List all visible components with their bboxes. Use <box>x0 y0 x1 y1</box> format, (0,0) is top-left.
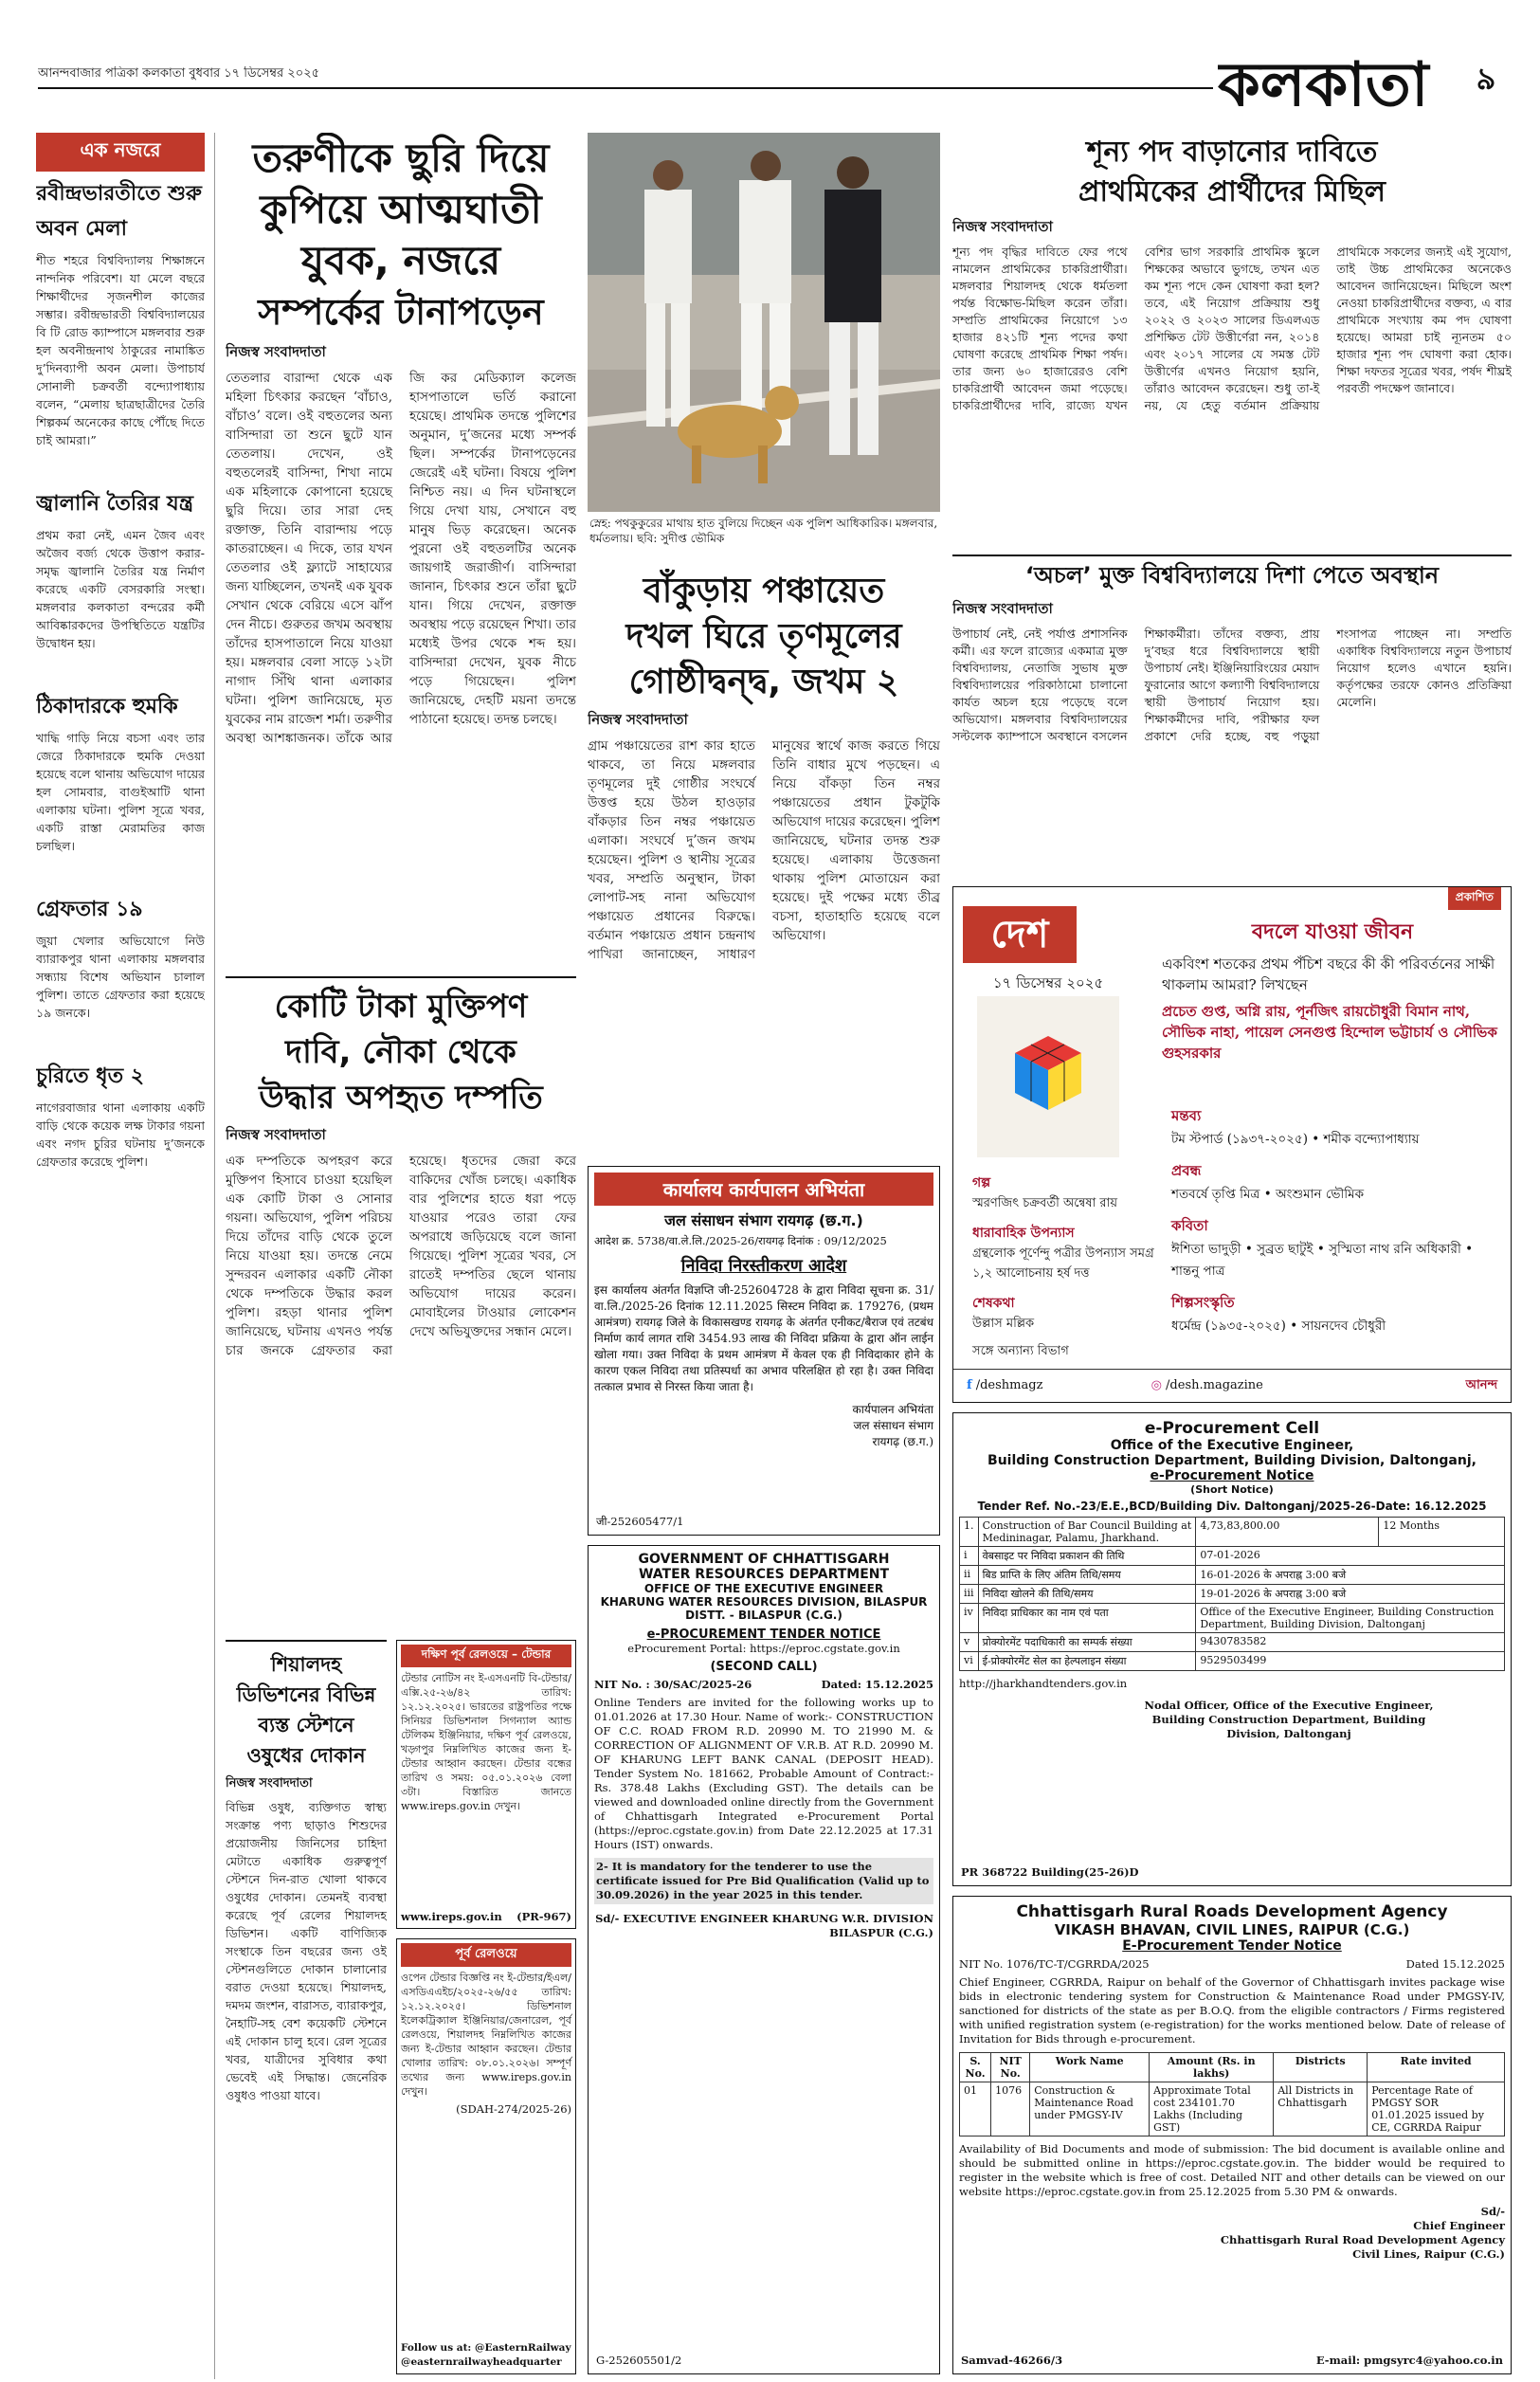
ad-call: (SECOND CALL) <box>710 1660 818 1674</box>
column-rule <box>214 133 215 2379</box>
tender-table <box>959 2052 1505 2137</box>
headline-line: সম্পর্কের টানাপড়েন <box>258 291 544 333</box>
story-body: এক দম্পতিকে অপহরণ করে মুক্তিপণ হিসাবে চাওয়া হয়েছিল এক কোটি টাকা ও সোনার গয়না। অভিযোগ, পুলিশ পরিচয় দিয়ে তাঁদের বাড়ি থেকে তুলে নিয়ে যাওয়া হয়। তদন্তে নেমে সুন্দরবন এলাকার একটি নৌকা থেকে দম্পতিকে উদ্ধার করল পুলিশ। রহড়া থানার পুলিশ জানিয়েছে, ঘটনায় এখনও পর্যন্ত চার জনকে গ্রেফতার করা হয়েছে। ধৃতদের জেরা করে বাকিদের খোঁজ চলছে। একাধিক বার পুলিশের হাতে ধরা পড়ে যাওয়ার পরেও তারা ফের অপরাধে জড়িয়েছে বলে জানা গিয়েছে। পুলিশ সূত্রের খবর, সে রাতেই দম্পতির ছেলে থানায় অভিযোগ দায়ের করেন। মোবাইলের টাওয়ার লোকেশন দেখে অভিযুক্তদের সন্ধান মেলে। <box>226 1154 576 1358</box>
sidebar-item-title: রবীন্দ্রভারতীতে শুরু অবন মেলা <box>36 182 202 241</box>
table-cell: v <box>960 1633 979 1652</box>
sidebar-item <box>36 690 205 855</box>
ad-nit-date: Dated 15.12.2025 <box>1405 1957 1505 1971</box>
sidebar-item-title: ঠিকাদারকে হুমকি <box>36 695 178 718</box>
story-body: শূন্য পদ বৃদ্ধির দাবিতে ফের পথে নামলেন প্রাথমিকের চাকরিপ্রার্থীরা। মঙ্গলবার শিয়ালদহ থেকে ধর্মতলা পর্যন্ত বিক্ষোভ-মিছিল করেন তাঁরা। সম্প্রতি প্রাথমিকের নিয়োগে ১৩ হাজার ৪২১টি শূন্য পদের কথা ঘোষণা করেছে প্রাথমিক শিক্ষা পর্ষদ। তার জন্য ৬০ হাজারেরও বেশি চাকরিপ্রার্থী আবেদন জমা পড়েছে। চাকরিপ্রার্থীদের দাবি, রাজ্যে যখন বেশির ভাগ সরকারি প্রাথমিক স্কুলে শিক্ষকের অভাবে ভুগছে, তখন এত কম শূন্য পদে কেন ঘোষণা করা হল? তবে, এই নিয়োগ প্রক্রিয়ায় শুধু ২০২২ ও ২০২৩ সালের ডিএলএড প্রশিক্ষিত টেট উত্তীর্ণেরা নন, ২০১৪ এবং ২০১৭ সালের যে সমস্ত টেট উত্তীর্ণের এখনও নিয়োগ হয়নি, তাঁরাও আবেদন করেছেন। শুধু তা-ই নয়, যে হেতু বর্তমান প্রক্রিয়ায় প্রাথমিকে সকলের জন্যই এই সুযোগ, তাই উচ্চ প্রাথমিকের অনেকেও আবেদন জানিয়েছেন। মিছিলে অংশ নেওয়া চাকরিপ্রার্থীদের বক্তব্য, এ বার প্রাথমিকে সংখ্যায় কম পদ ঘোষণা হয়েছে। আমরা চাই ন্যূনতম ৫০ হাজার শূন্য পদ ঘোষণা করা হোক। শিক্ষা দফতর সূত্রের খবর, পর্ষদ শীঘ্রই পরবর্তী পদক্ষেপ জানাবে। <box>952 245 1512 412</box>
ad-title: VIKASH BHAVAN, CIVIL LINES, RAIPUR (C.G.) <box>1054 1921 1410 1938</box>
sidebar-item-body: নাগেরবাজার থানা এলাকায় একটি বাড়ি থেকে কয়েক লক্ষ টাকার গয়না এবং নগদ চুরির ঘটনায় দু’জনকে গ্রেফতার করেছে পুলিশ। <box>36 1100 205 1169</box>
page-number: ৯ <box>1476 61 1496 93</box>
ad-section <box>972 1342 1162 1362</box>
table-cell: iv <box>960 1604 979 1633</box>
headline-line: প্রাথমিকের প্রার্থীদের মিছিল <box>1078 175 1386 209</box>
brand-logo: আনন্দ <box>1465 1378 1497 1392</box>
ad-code: Samvad-46266/3 <box>961 2354 1063 2367</box>
facebook-handle: /deshmagz <box>975 1378 1043 1392</box>
tender-table <box>959 1517 1505 1671</box>
desh-logo: দেশ <box>963 906 1077 963</box>
sidebar-item <box>36 487 205 652</box>
instagram-handle: /desh.magazine <box>1166 1378 1263 1392</box>
rubik-cube-cover <box>977 996 1119 1157</box>
eastern-railway-ad <box>396 1938 576 2374</box>
table-cell: बिड प्राप्ति के लिए अंतिम तिथि/समय <box>978 1566 1196 1585</box>
sidebar-item-title: চুরিতে ধৃত ২ <box>36 1064 145 1088</box>
sidebar-item-title: জ্বালানি তৈরির যন্ত্র <box>36 492 193 516</box>
ad-nit-no: NIT No. 1076/TC-T/CGRRDA/2025 <box>959 1957 1150 1971</box>
table-cell: निविदा प्राधिकार का नाम एवं पता <box>978 1604 1196 1633</box>
masthead <box>0 0 1540 133</box>
ad-section-key: ধারাবাহিক উপন্যাস <box>972 1226 1075 1241</box>
headline <box>226 984 576 1120</box>
ad-title: Building Construction Department, Building Division, Daltonganj, <box>987 1453 1477 1468</box>
headline-line: ব্যস্ত স্টেশনে <box>258 1714 354 1736</box>
headline-line: দাবি, নৌকা থেকে <box>285 1033 516 1071</box>
ad-footer <box>401 1910 571 1924</box>
ad-sign-line: रायगढ़ (छ.ग.) <box>872 1435 933 1448</box>
cgrrda-tender-ad <box>952 1896 1512 2374</box>
sidebar-item <box>36 893 205 1022</box>
ad-title: कार्यालय कार्यपालन अभियंता <box>594 1173 933 1206</box>
ad-email: E-mail: pmgsyrc4@yahoo.co.in <box>1315 2354 1503 2367</box>
instagram-icon: ◎ <box>1150 1378 1162 1392</box>
ad-section-value: উল্লাস মল্লিক <box>972 1317 1035 1331</box>
table-cell: vi <box>960 1652 979 1671</box>
raigarh-tender-ad <box>588 1166 940 1536</box>
headline-line: তরুণীকে ছুরি দিয়ে <box>252 135 550 181</box>
table-cell: 1. <box>960 1518 979 1547</box>
ad-code: PR 368722 Building(25-26)D <box>961 1865 1139 1879</box>
table-cell: Approximate Total cost 234101.70 Lakhs (Including GST) <box>1150 2082 1274 2137</box>
story-sealdah <box>226 1640 387 2379</box>
ad-sign-line: जल संसाधन संभाग <box>853 1419 933 1432</box>
ad-section-key: শেষকথা <box>972 1296 1015 1311</box>
ad-sign-line: Civil Lines, Raipur (C.G.) <box>1352 2247 1505 2261</box>
ad-ref: Tender Ref. No.-23/E.E.,BCD/Building Div. Daltonganj/2025-26-Date: 16.12.2025 <box>977 1500 1487 1513</box>
headline-line: ডিভিশনের বিভিন্ন <box>236 1683 376 1706</box>
ad-code: (SDAH-274/2025-26) <box>456 2102 571 2116</box>
cover-title: বদলে যাওয়া জীবন <box>1251 920 1414 944</box>
ad-title: পূর্ব রেলওয়ে <box>401 1943 571 1967</box>
photo-caption: স্নেহ: পথকুকুরের মাথায় হাত বুলিয়ে দিচ্ছেন এক পুলিশ আধিকারিক। মঙ্গলবার, ধর্মতলায়। ছবি: সুদীপ্ত ভৌমিক <box>589 517 938 545</box>
desh-date: ১৭ ডিসেম্বর ২০২৫ <box>992 974 1104 991</box>
cover-blurb: একবিংশ শতকের প্রথম পঁচিশ বছরে কী কী পরিবর্তনের সাক্ষী থাকলাম আমরা? লিখছেন <box>1162 955 1495 993</box>
ad-section-key: শিল্পসংস্কৃতি <box>1171 1294 1235 1311</box>
ad-sign <box>959 2205 1505 2262</box>
ad-portal: eProcurement Portal: https://eproc.cgstate.gov.in <box>627 1642 900 1655</box>
table-cell: i <box>960 1547 979 1566</box>
ad-footer: Follow us at: @EasternRailway @easternrailwayheadquarter <box>401 2342 571 2368</box>
section-title: কলকাতা <box>1218 50 1429 120</box>
ad-section <box>972 1292 1162 1335</box>
table-row <box>960 1585 1505 1604</box>
sidebar <box>36 133 205 2379</box>
desh-ad <box>952 886 1512 1403</box>
ad-section-value: ঈশিতা ভাদুড়ী • সুব্রত ছাটুই • সুস্মিতা নাথ রনি অধিকারী • শান্তনু পাত্র <box>1171 1242 1474 1279</box>
byline: নিজস্ব সংবাদদাতা <box>226 1776 313 1791</box>
ad-body: Online Tenders are invited for the following works up to 01.01.2026 at 17.30 Hour. Name of work:- CONSTRUCTION OF C.C. ROAD FROM R.D. 20990 M. TO 21990 M. & CORRECTION OF ALIGNMENT OF V.R.B. AT R.D. 20990 M. OF KHARUNG LEFT BANK CANAL (DEPOSIT HEAD). Tender System No. 181662, Probable Amount of Contract:- Rs. 378.48 Lakhs (Excluding GST). The details can be viewed and downloaded online directly from the Government of Chhattisgarh Integrated e-Procurement Portal (https://eproc.cgstate.gov.in) from Date 22.12.2025 at 17.31 Hours (IST) onwards. <box>594 1696 933 1851</box>
headline-line: কোটি টাকা মুক্তিপণ <box>274 988 528 1026</box>
story-stabbing <box>226 133 576 967</box>
ad-body: Chief Engineer, CGRRDA, Raipur on behalf of the Governor of Chhattisgarh invites package wise bids in electronic tendering system for Construction & Maintenance Road under PMGSY-IV, sanctioned for districts of the state as per B.O.Q. from the eligible contractors / Firms registered with unified registration system (e-registration) for the works mentioned below. Date of release of Invitation for Bids through e-procurement. <box>959 1975 1505 2046</box>
byline: নিজস্ব সংবাদদাতা <box>952 218 1053 235</box>
table-cell: Construction & Maintenance Road under PMGSY-IV <box>1030 2082 1150 2137</box>
ad-website: www.ireps.gov.in <box>401 1910 502 1923</box>
ad-title: e-Procurement Cell <box>1144 1419 1320 1438</box>
ad-section <box>972 1172 1162 1214</box>
ad-website: http://jharkhandtenders.gov.in <box>959 1677 1128 1690</box>
ad-left-list <box>972 1172 1162 1362</box>
story-primary-teachers <box>952 133 1512 540</box>
table-row <box>960 1652 1505 1671</box>
sidebar-item <box>36 177 205 449</box>
facebook-icon: f <box>967 1378 972 1392</box>
table-cell: Percentage Rate of PMGSY SOR 01.01.2025 issued by CE, CGRRDA Raipur <box>1368 2082 1505 2137</box>
table-cell: 9430783582 <box>1196 1633 1505 1652</box>
ad-section <box>1171 1160 1503 1206</box>
ad-bottom <box>961 2354 1503 2368</box>
ad-sign-line: कार्यपालन अभियंता <box>852 1403 933 1416</box>
ad-section <box>1171 1105 1503 1151</box>
sidebar-item-body: জুয়া খেলার অভিযোগে নিউ ব্যারাকপুর থানা এলাকায় মঙ্গলবার সন্ধ্যায় বিশেষ অভিযান চালাল পুলিশ। তাতে গ্রেফতার করা হয়েছে ১৯ জনকে। <box>36 934 205 1020</box>
ad-body: इस कार्यालय अंतर्गत विज्ञप्ति जी-252604728 के द्वारा निविदा सूचना क्र. 31/वा.लि./2025-26 दिनांक 12.11.2025 सिस्टम निविदा क्र. 179276, (प्रथम आमंत्रण) रायगढ़ जिले के विकासखण्ड रायगढ़ के अंतर्गत एनीकट/बैराज एवं तटबंध निर्माण कार्य लागत राशि 3454.93 लाख की निविदा प्रक्रिया के द्वारा ऑन लाईन खोला गया। उक्त निविदा के प्रथम आमंत्रण में केवल एक ही निविदाकार होने के कारण एकल निविदा तथा प्रतिस्पर्धा का अभाव परिलक्षित हो रहा है। उक्त निविदा तत्काल प्रभाव से निरस्त किया जाता है। <box>594 1283 933 1393</box>
byline: নিজস্ব সংবাদদাতা <box>588 711 688 728</box>
ad-title: Chhattisgarh Rural Roads Development Agency <box>1016 1902 1448 1921</box>
story-body: গ্রাম পঞ্চায়েতের রাশ কার হাতে থাকবে, তা নিয়ে মঙ্গলবার তৃণমূলের দুই গোষ্ঠীর সংঘর্ষে উত্তপ্ত হয়ে উঠল হাওড়ার বাঁকড়ার তিন নম্বর পঞ্চায়েত এলাকা। সংঘর্ষে দু’জন জখম হয়েছেন। পুলিশ ও স্থানীয় সূত্রের খবর, সম্প্রতি অনুস্থান, টাকা লোপাট-সহ নানা অভিযোগ পঞ্চায়েত প্রধানের বিরুদ্ধে। বর্তমান পঞ্চায়েত প্রধান চন্দ্রনাথ পাখিরা জানাচ্ছেন, সাধারণ মানুষের স্বার্থে কাজ করতে গিয়ে তিনি বাধার মুখে পড়ছেন। এ নিয়ে বাঁকড়া তিন নম্বর পঞ্চায়েতের প্রধান টুকটুকি অভিযোগ দায়ের করেছেন। পুলিশ জানিয়েছে, ঘটনার তদন্ত শুরু হয়েছে। এলাকায় উত্তেজনা থাকায় পুলিশ মোতায়েন করা হয়েছে। দুই পক্ষের মধ্যে তীব্র বচসা, হাতাহাতি হয়েছে বলে অভিযোগ। <box>588 738 940 962</box>
table-header: Districts <box>1274 2053 1368 2082</box>
ad-title: (Short Notice) <box>1190 1483 1274 1496</box>
headline-line: গোষ্ঠীদ্বন্দ্ব, জখম ২ <box>628 663 899 701</box>
table-cell: निविदा खोलने की तिथि/समय <box>978 1585 1196 1604</box>
sidebar-header: এক নজরে <box>36 133 205 172</box>
table-row <box>960 1518 1505 1547</box>
sidebar-item-title: গ্রেফতার ১৯ <box>36 898 143 921</box>
ad-section-value: স্মরণজিৎ চক্রবর্তী অন্বেষা রায় <box>972 1196 1117 1210</box>
headline <box>226 133 576 337</box>
ad-section-key: গল্প <box>972 1175 991 1191</box>
table-cell: ई-प्रोक्योरमेंट सेल का हेल्पलाइन संख्या <box>978 1652 1196 1671</box>
headline-line: কুপিয়ে আত্মঘাতী <box>260 186 542 232</box>
ad-note: 2- It is mandatory for the tenderer to use the certificate issued for Pre Bid Qualification (Valid up to 30.09.2026) in the year 2025 in this tender. <box>594 1858 933 1904</box>
police-dog-photo <box>588 133 940 512</box>
story-kidnap <box>226 976 576 1630</box>
ad-title: দক্ষিণ পূর্ব রেলওয়ে – টেন্ডার <box>401 1645 571 1667</box>
ad-title: OFFICE OF THE EXECUTIVE ENGINEER <box>643 1582 884 1595</box>
headline-line: শূন্য পদ বাড়ানোর দাবিতে <box>1086 136 1378 169</box>
headline-line: শিয়ালদহ <box>270 1653 342 1676</box>
photo-block <box>588 133 940 559</box>
ad-subtitle: जल संसाधन संभाग रायगढ़ (छ.ग.) <box>664 1211 863 1229</box>
ad-title: E-Procurement Tender Notice <box>1122 1938 1342 1954</box>
table-header: S. No. <box>960 2053 991 2082</box>
table-cell: 19-01-2026 के अपराह्न 3:00 बजे <box>1196 1585 1505 1604</box>
ad-title: Office of the Executive Engineer, <box>1110 1438 1354 1453</box>
byline: নিজস্ব সংবাদদাতা <box>226 1126 326 1143</box>
ad-section <box>1171 1215 1503 1282</box>
table-cell: Office of the Executive Engineer, Building Construction Department, Building Division, Daltonganj <box>1196 1604 1505 1633</box>
ad-right-list <box>1171 1105 1503 1337</box>
ad-section-value: টম স্টপার্ড (১৯৩৭-২০২৫) • শমীক বন্দ্যোপাধ্যায় <box>1171 1132 1420 1147</box>
headline <box>588 569 940 705</box>
ad-body: টেন্ডার নোটিস নং ই-এসএনটি বি-টেন্ডার/এক্সি.২৫-২৬/৪২ তারিখ: ১২.১২.২০২৫। ভারতের রাষ্ট্রপতির পক্ষে সিনিয়র ডিভিশনাল সিগন্যাল অ্যান্ড টেলিকম ইঞ্জিনিয়ার, দক্ষিণ পূর্ব রেলওয়ে, খড়্গপুর নিম্নলিখিত কাজের জন্য ই-টেন্ডার আহ্বান করছেন। টেন্ডার বন্ধের তারিখ ও সময়: ০৫.০১.২০২৬ বেলা ৩টা। বিস্তারিত জানতে www.ireps.gov.in দেখুন। <box>401 1672 571 1812</box>
ad-footer <box>953 1369 1511 1402</box>
story-bankura <box>588 569 940 1156</box>
ad-sign: Sd/- EXECUTIVE ENGINEER KHARUNG W.R. DIVISION BILASPUR (C.G.) <box>595 1912 933 1939</box>
ad-section-key: মন্তব্য <box>1171 1107 1202 1124</box>
ad-sign-line: Sd/- <box>1480 2205 1505 2218</box>
ad-nit-date: Dated: 15.12.2025 <box>821 1678 933 1691</box>
table-cell: 12 Months <box>1379 1518 1505 1547</box>
daltonganj-tender-ad <box>952 1412 1512 1886</box>
table-header: NIT No. <box>991 2053 1030 2082</box>
table-cell: 07-01-2026 <box>1196 1547 1505 1566</box>
table-row <box>960 2082 1505 2137</box>
story-body: উপাচার্য নেই, নেই পর্যাপ্ত প্রশাসনিক কর্মী। এর ফলে রাজ্যের একমাত্র মুক্ত বিশ্ববিদ্যালয়, নেতাজি সুভাষ মুক্ত বিশ্ববিদ্যালয়ের পরিকাঠামো চালানো কার্যত অচল হয়ে পড়েছে বলে অভিযোগ। মঙ্গলবার বিশ্ববিদ্যালয়ের সল্টলেক ক্যাম্পাসে অবস্থানে বসলেন শিক্ষাকর্মীরা। তাঁদের বক্তব্য, প্রায় দু’বছর ধরে বিশ্ববিদ্যালয়ে স্থায়ী উপাচার্য নেই। ইঞ্জিনিয়ারিংয়ের মেয়াদ ফুরানোর আগে কল্যাণী বিশ্ববিদ্যালয়ে স্থায়ী উপাচার্য নিয়োগ হয়। শিক্ষাকর্মীদের দাবি, পরীক্ষার ফল প্রকাশে দেরি হচ্ছে, বহু পড়ুয়া শংসাপত্র পাচ্ছেন না। সম্প্রতি একাধিক বিশ্ববিদ্যালয়ে নতুন উপাচার্য নিয়োগ হলেও এখানে হয়নি। কর্তৃপক্ষের তরফে কোনও প্রতিক্রিয়া মেলেনি। <box>952 627 1512 743</box>
ad-title: KHARUNG WATER RESOURCES DIVISION, BILASPUR <box>600 1595 928 1609</box>
table-cell: 01 <box>960 2082 991 2137</box>
table-row <box>960 1566 1505 1585</box>
ad-nit-no: NIT No. : 30/SAC/2025-26 <box>594 1678 752 1691</box>
table-cell: All Districts in Chhattisgarh <box>1274 2082 1368 2137</box>
ad-code: जी-252605477/1 <box>596 1515 684 1528</box>
ad-nit <box>594 1678 933 1692</box>
table-cell: 4,73,83,800.00 <box>1196 1518 1379 1547</box>
ad-section-value: শতবর্ষে তৃপ্তি মিত্র • অংশুমান ভৌমিক <box>1171 1187 1365 1202</box>
ad-title: e-Procurement Notice <box>1150 1468 1314 1483</box>
ad-code: G-252605501/2 <box>596 2354 682 2367</box>
ad-section-key: প্রবন্ধ <box>1171 1162 1202 1179</box>
table-cell: Construction of Bar Council Building at Medininagar, Palamu, Jharkhand. <box>978 1518 1196 1547</box>
story-open-university <box>952 555 1512 877</box>
table-header: Rate invited <box>1368 2053 1505 2082</box>
headline <box>952 133 1512 212</box>
ad-title: WATER RESOURCES DEPARTMENT <box>638 1567 890 1582</box>
ad-tag: প্রকাশিত <box>1448 887 1501 910</box>
ad-section <box>1171 1292 1503 1337</box>
table-header-row <box>960 2053 1505 2082</box>
table-cell: 9529503499 <box>1196 1652 1505 1671</box>
table-cell: 1076 <box>991 2082 1030 2137</box>
sidebar-item-body: শীত শহরে বিশ্ববিদ্যালয় শিক্ষাঙ্গনে নান্দনিক পরিবেশ। যা মেলে বছরে শিক্ষার্থীদের সৃজনশীল কাজের সম্ভার। রবীন্দ্রভারতী বিশ্ববিদ্যালয়ের বি টি রোড ক্যাম্পাসে মঙ্গলবার শুরু হল অবনীন্দ্রনাথ ঠাকুরের নামাঙ্কিত দু’দিনব্যাপী অবন মেলা। উপাচার্য সোনালী চক্রবর্তী বন্দ্যোপাধ্যায় বলেন, “মেলায় ছাত্রছাত্রীদের তৈরি শিল্পকর্ম অনেকের কাছে পৌঁছে দিতে চাই আমরা।” <box>36 253 205 447</box>
headline-line: যুবক, নজরে <box>300 237 501 283</box>
table-cell: iii <box>960 1585 979 1604</box>
masthead-dateline: আনন্দবাজার পত্রিকা কলকাতা বুধবার ১৭ ডিসেম্বর ২০২৫ <box>38 66 320 81</box>
ad-section <box>972 1222 1162 1284</box>
ad-code: (PR-967) <box>516 1910 571 1923</box>
ad-nit <box>959 1957 1505 1972</box>
ad-section-value: সঙ্গে অন্যান্য বিভাগ <box>972 1344 1069 1358</box>
ad-title: e-PROCUREMENT TENDER NOTICE <box>646 1627 881 1642</box>
headline: ‘অচল’ মুক্ত বিশ্ববিদ্যালয়ে দিশা পেতে অবস্থান <box>1024 562 1440 589</box>
sidebar-item <box>36 1060 205 1171</box>
ad-sign-line: Chief Engineer <box>1413 2219 1505 2232</box>
sidebar-item-body: প্রথম করা নেই, এমন জৈব এবং অজৈব বর্জ্য থেকে উত্তাপ করার-সমৃদ্ধ জ্বালানি তৈরির যন্ত্র নির্মাণ করেছে একটি বেসরকারি সংস্থা। মঙ্গলবার কলকাতা বন্দরের কর্মী আবিষ্কারকদের উপস্থিতিতে যন্ত্রটির উদ্বোধন হয়। <box>36 528 205 650</box>
ad-title: GOVERNMENT OF CHHATTISGARH <box>638 1552 890 1567</box>
ad-heading: निविदा निरस्तीकरण आदेश <box>680 1256 847 1276</box>
ad-section-key: কবিতা <box>1171 1217 1208 1234</box>
table-header: Work Name <box>1030 2053 1150 2082</box>
ad-section-value: গ্রন্থলোক পূর্ণেন্দু পত্রীর উপন্যাস সমগ্র ১,২ আলোচনায় হর্ষ দত্ত <box>972 1246 1154 1281</box>
ad-body: ওপেন টেন্ডার বিজ্ঞপ্তি নং ই-টেন্ডার/ইএল/এসডিএএইচ/২০২৫-২৬/৫৫ তারিখ: ১২.১২.২০২৫। ডিভিশনাল ইলেকট্রিক্যাল ইঞ্জিনিয়ার/জেনারেল, পূর্ব রেলওয়ে, শিয়ালদহ নিম্নলিখিত কাজের জন্য ই-টেন্ডার আহ্বান করছেন। টেন্ডার খোলার তারিখ: ০৮.০১.২০২৬। সম্পূর্ণ তথ্যের জন্য www.ireps.gov.in দেখুন। <box>401 1972 571 2098</box>
headline-line: উদ্ধার অপহৃত দম্পতি <box>259 1079 543 1117</box>
ad-sign: Nodal Officer, Office of the Executive Engineer, Building Construction Department, Building Division, Daltonganj <box>1144 1699 1434 1740</box>
se-railway-ad <box>396 1640 576 1929</box>
story-body: তেতলার বারান্দা থেকে এক মহিলা চিৎকার করছেন ‘বাঁচাও, বাঁচাও’ বলে। ওই বহুতলের অন্য বাসিন্দারা তা শুনে ছুটে যান তেতলায়। দেখেন, ওই বহুতলেরই বাসিন্দা, শিখা নামে এক মহিলাকে কোপানো হয়েছে ছুরি দিয়ে। তার সারা দেহ রক্তাক্ত, তিনি বারান্দায় পড়ে কাতরাচ্ছেন। এ দিকে, তার যখন তেতলার ওই ফ্ল্যাটে সাহায্যের জন্য যাচ্ছিলেন, তখনই এক যুবক সেখান থেকে বেরিয়ে এসে ঝাঁপ দেন নীচে। গুরুতর জখম অবস্থায় তাঁদের হাসপাতালে নিয়ে যাওয়া হয়। মঙ্গলবার বেলা সাড়ে ১২টা নাগাদ সিঁথি থানা এলাকার ঘটনা। পুলিশ জানিয়েছে, মৃত যুবকের নাম রাজেশ শর্মা। তরুণীর অবস্থা আশঙ্কাজনক। তাঁকে আর জি কর মেডিক্যাল কলেজ হাসপাতালে ভর্তি করানো হয়েছে। প্রাথমিক তদন্তে পুলিশের অনুমান, দু’জনের মধ্যে সম্পর্ক ছিল। সম্পর্কের টানাপড়েনের জেরেই এই ঘটনা। বিষয়ে পুলিশ নিশ্চিত নয়। এ দিন ঘটনাস্থলে গিয়ে দেখা যায়, সেখানে বহু মানুষ ভিড় করেছেন। অনেক পুরনো ওই বহুতলটির অনেক জায়গাই জরাজীর্ণ। বাসিন্দারা জানান, চিৎকার শুনে তাঁরা ছুটে যান। গিয়ে দেখেন, রক্তাক্ত অবস্থায় পড়ে রয়েছেন শিখা। তার মধ্যেই উপর থেকে শব্দ হয়। বাসিন্দারা দেখেন, যুবক নীচে পড়ে গিয়েছেন। পুলিশ জানিয়েছে, দেহটি ময়না তদন্তে পাঠানো হয়েছে। তদন্ত চলছে। <box>226 371 576 746</box>
headline-line: দখল ঘিরে তৃণমূলের <box>625 617 902 656</box>
masthead-rule <box>38 87 1213 89</box>
ad-foot: Availability of Bid Documents and mode of submission: The bid document is available online and should be submitted online in https://eproc.cgstate.gov.in. The bidder would be required to register in the website which is free of cost. Detailed NIT and other details can be viewed on our website https://eproc.cgstate.gov.in from 25.12.2025 from 5.30 PM & onwards. <box>959 2142 1505 2198</box>
table-cell: ii <box>960 1566 979 1585</box>
ad-ref: आदेश क्र. 5738/वा.ले.लि./2025-26/रायगढ़ दिनांक : 09/12/2025 <box>594 1234 887 1247</box>
ad-title: DISTT. - BILASPUR (C.G.) <box>685 1609 842 1622</box>
table-row <box>960 1604 1505 1633</box>
headline-line: ওষুধের দোকান <box>246 1744 366 1767</box>
table-cell: वेबसाइट पर निविदा प्रकाशन की तिथि <box>978 1547 1196 1566</box>
story-body: বিভিন্ন ওষুধ, ব্যক্তিগত স্বাস্থ্য সংক্রান্ত পণ্য ছাড়াও শিশুদের প্রয়োজনীয় জিনিসের চাহিদা মেটাতে একাধিক গুরুত্বপূর্ণ স্টেশনে দিন-রাত খোলা থাকবে ওষুধের দোকান। তেমনই ব্যবস্থা করেছে পূর্ব রেলের শিয়ালদহ ডিভিশন। একটি বাণিজ্যিক সংস্থাকে তিন বছরের জন্য ওই স্টেশনগুলিতে দোকান চালানোর বরাত দেওয়া হয়েছে। শিয়ালদহ, দমদম জংশন, বারাসত, ব্যারাকপুর, নৈহাটি-সহ বেশ কয়েকটি স্টেশনে এই দোকান চালু হবে। রেল সূত্রের খবর, যাত্রীদের সুবিধার কথা ভেবেই এই সিদ্ধান্ত। জেনেরিক ওষুধও পাওয়া যাবে। <box>226 1800 387 2102</box>
table-row <box>960 1547 1505 1566</box>
ad-sign-line: Chhattisgarh Rural Road Development Agency <box>1220 2233 1505 2246</box>
cover-authors: প্রচেত গুপ্ত, অগ্নি রায়, পূর্নজিৎ রায়চৌধুরী বিমান নাথ, সৌভিক নাহা, পায়েল সেনগুপ্ত হিন্দোল ভট্টাচার্য ও সৌভিক গুহসরকার <box>1162 1003 1497 1062</box>
table-cell: 16-01-2026 के अपराह्न 3:00 बजे <box>1196 1566 1505 1585</box>
sidebar-item-body: খাদ্ধি গাড়ি নিয়ে বচসা এবং তার জেরে ঠিকাদারকে হুমকি দেওয়া হয়েছে বলে থানায় অভিযোগ দায়ের হল সোমবার, বাগুইআটি থানা এলাকায় ঘটনা। পুলিশ সূত্রে খবর, একটি রাস্তা মেরামতির কাজ চলছিল। <box>36 731 205 853</box>
kharung-tender-ad <box>588 1545 940 2374</box>
table-header: Amount (Rs. in lakhs) <box>1150 2053 1274 2082</box>
ad-section-value: ধর্মেন্দ্র (১৯৩৫-২০২৫) • সায়নদেব চৌধুরী <box>1171 1318 1386 1334</box>
byline: নিজস্ব সংবাদদাতা <box>226 343 326 360</box>
table-cell: प्रोक्योरमेंट पदाधिकारी का सम्पर्क संख्या <box>978 1633 1196 1652</box>
byline: নিজস্ব সংবাদদাতা <box>952 600 1053 617</box>
headline <box>226 1649 387 1771</box>
table-row <box>960 1633 1505 1652</box>
headline-line: বাঁকুড়ায় পঞ্চায়েত <box>643 572 885 610</box>
ad-sign <box>594 1401 933 1449</box>
